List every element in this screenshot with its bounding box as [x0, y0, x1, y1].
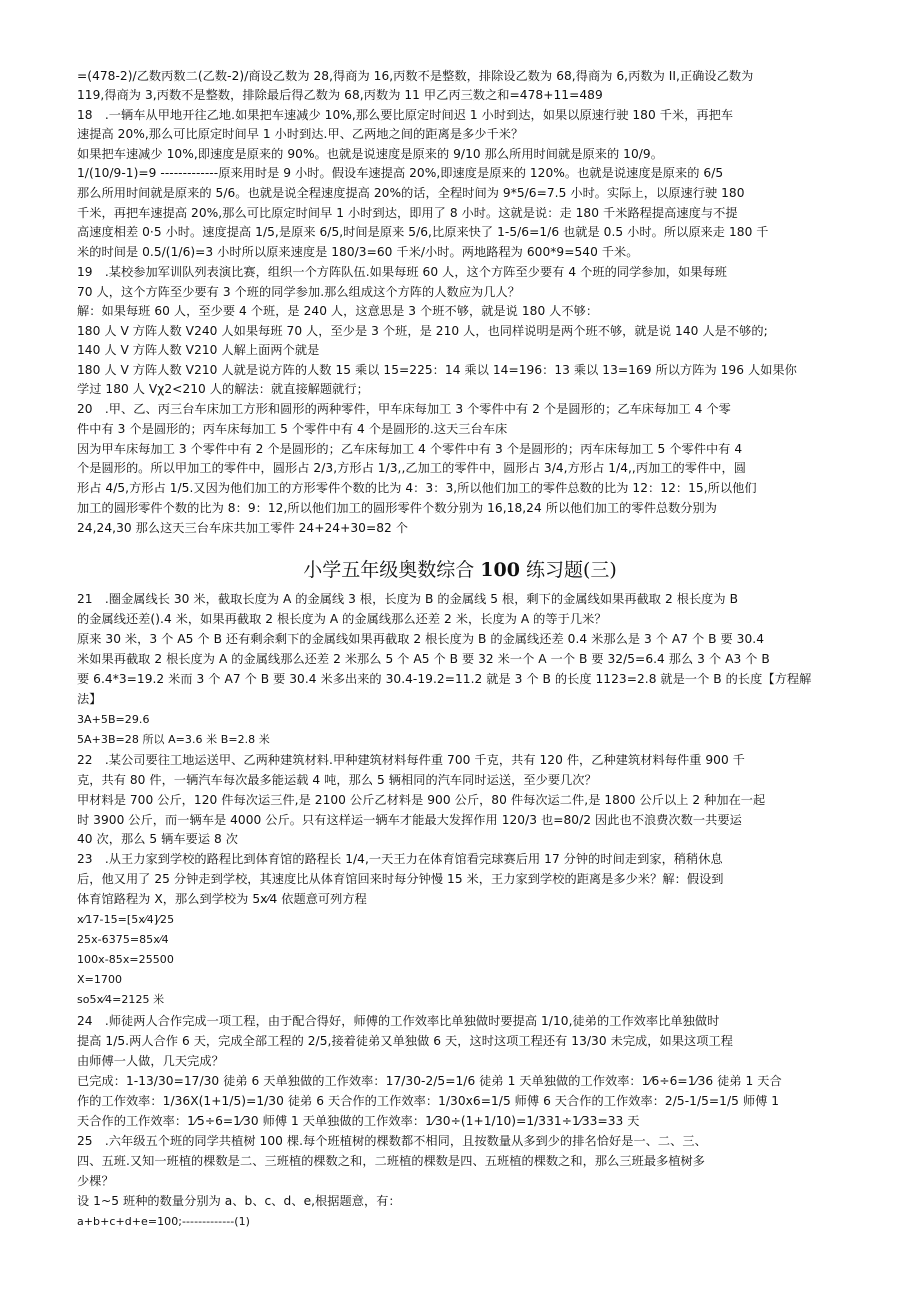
text-line: 设 1~5 班种的数量分别为 a、b、c、d、e,根据题意，有： — [77, 1194, 401, 1208]
text-line: 学过 180 人 Vχ2<210 人的解法：就直接解题就行； — [77, 382, 369, 396]
text-line: 米的时间是 0.5/(1/6)=3 小时所以原来速度是 180/3=60 千米/小时。两地路程为 600*9=540 千米。 — [77, 245, 639, 259]
text-line: 四、五班.又知一班植的棵数是二、三班植的棵数之和，二班植的棵数是四、五班植的棵数之和，那么三班最多植树多 — [77, 1154, 706, 1168]
text-line: 提高 1/5.两人合作 6 天，完成全部工程的 2/5,接着徒弟又单独做 6 天，这时这项工程还有 13/30 未完成，如果这项工程 — [77, 1034, 733, 1048]
text-line: 高速度相差 0·5 小时。速度提高 1/5,是原来 6/5,时间是原来 5/6,比原来快了 1-5/6=1/6 也就是 0.5 小时。所以原来走 180 千 — [77, 225, 769, 239]
text-line: 180 人 V 方阵人数 V240 人如果每班 70 人，至少是 3 个班，是 210 人，也同样说明是两个班不够，就是说 140 人是不够的; — [77, 324, 768, 338]
text-line: 件中有 3 个是圆形的；丙车床每加工 5 个零件中有 4 个是圆形的.这天三台车床 — [77, 422, 508, 436]
text-line: 克，共有 80 件，一辆汽车每次最多能运载 4 吨，那么 5 辆相同的汽车同时运送，至少要几次？ — [77, 773, 597, 787]
text-line: 的金属线还差().4 米，如果再截取 2 根长度为 A 的金属线那么还差 2 米，长度为 A 的等于几米？ — [77, 612, 607, 626]
text-line: 天合作的工作效率：1⁄5÷6=1⁄30 师傅 1 天单独做的工作效率：1⁄30÷(1+1/10)=1/331÷1⁄33=33 天 — [77, 1114, 640, 1128]
text-line: 22 .某公司要往工地运送甲、乙两种建筑材料.甲种建筑材料每件重 700 千克，共有 120 件，乙种建筑材料每件重 900 千 — [77, 753, 745, 767]
text-line: 加工的圆形零件个数的比为 8：9：12,所以他们加工的圆形零件个数分别为 16,18,24 所以他们加工的零件总数分别为 — [77, 501, 718, 515]
section-title — [0, 557, 920, 583]
title-prefix: 小学五年级奥数综合 — [303, 559, 481, 581]
equation-line: 3A+5B=29.6 — [77, 713, 150, 726]
text-line: 体育馆路程为 X，那么到学校为 5x⁄4 依题意可列方程 — [77, 892, 367, 906]
equation-line: so5x⁄4=2125 米 — [77, 993, 165, 1006]
equation-line: 25x-6375=85x⁄4 — [77, 933, 169, 946]
text-line: 个是圆形的。所以甲加工的零件中，圆形占 2/3,方形占 1/3,,乙加工的零件中，圆形占 3/4,方形占 1/4,,丙加工的零件中，圆 — [77, 461, 746, 475]
text-line: 20 .甲、乙、丙三台车床加工方形和圆形的两种零件，甲车床每加工 3 个零件中有 2 个是圆形的；乙车床每加工 4 个零 — [77, 402, 731, 416]
text-line: 如果把车速减少 10%,即速度是原来的 90%。也就是说速度是原来的 9/10 那么所用时间就是原来的 10/9。 — [77, 147, 663, 161]
text-line: 19 .某校参加军训队列表演比赛，组织一个方阵队伍.如果每班 60 人，这个方阵至少要有 4 个班的同学参加，如果每班 — [77, 265, 727, 279]
text-line: 法】 — [77, 692, 102, 706]
text-line: 已完成：1-13/30=17/30 徒弟 6 天单独做的工作效率：17/30-2/5=1/6 徒弟 1 天单独做的工作效率：1⁄6÷6=1⁄36 徒弟 1 天合 — [77, 1074, 782, 1088]
text-line: 40 次，那么 5 辆车要运 8 次 — [77, 832, 238, 846]
text-line: 21 .圈金属线长 30 米，截取长度为 A 的金属线 3 根，长度为 B 的金属线 5 根，剩下的金属线如果再截取 2 根长度为 B — [77, 592, 738, 606]
equation-line: X=1700 — [77, 973, 123, 986]
text-line: 119,得商为 3,丙数不是整数，排除最后得乙数为 68,丙数为 11 甲乙丙三数之和=478+11=489 — [77, 88, 603, 102]
text-line: 70 人，这个方阵至少要有 3 个班的同学参加.那么组成这个方阵的人数应为几人？ — [77, 285, 520, 299]
text-line: 解：如果每班 60 人，至少要 4 个班，是 240 人，这意思是 3 个班不够，就是说 180 人不够： — [77, 304, 599, 318]
text-line: 少棵？ — [77, 1174, 114, 1188]
equation-line: x⁄17-15=[5x⁄4]⁄25 — [77, 913, 175, 926]
text-line: 18 .一辆车从甲地开往乙地.如果把车速减少 10%,那么要比原定时间迟 1 小时到达，如果以原速行驶 180 千米，再把车 — [77, 108, 734, 122]
text-line: 速提高 20%,那么可比原定时间早 1 小时到达.甲、乙两地之间的距离是多少千米？ — [77, 127, 524, 141]
text-line: 180 人 V 方阵人数 V210 人就是说方阵的人数 15 乘以 15=225：14 乘以 14=196：13 乘以 13=169 所以方阵为 196 人如果你 — [77, 363, 797, 377]
text-line: 后，他又用了 25 分钟走到学校，其速度比从体育馆回来时每分钟慢 15 米，王力家到学校的距离是多少米？解：假设到 — [77, 872, 724, 886]
text-line: 米如果再截取 2 根长度为 A 的金属线那么还差 2 米那么 5 个 A5 个 B 要 32 米一个 A 一个 B 要 32/5=6.4 那么 3 个 A3 个 B — [77, 652, 770, 666]
text-line: 23 .从王力家到学校的路程比到体育馆的路程长 1/4,一天王力在体育馆看完球赛后用 17 分钟的时间走到家，稍稍休息 — [77, 852, 723, 866]
text-line: 140 人 V 方阵人数 V210 人解上面两个就是 — [77, 343, 320, 357]
text-line: 那么所用时间就是原来的 5/6。也就是说全程速度提高 20%的话，全程时间为 9*5/6=7.5 小时。实际上，以原速行驶 180 — [77, 186, 745, 200]
title-number: 100 — [480, 559, 520, 581]
text-line: 原来 30 米，3 个 A5 个 B 还有剩余剩下的金属线如果再截取 2 根长度为 B 的金属线还差 0.4 米那么是 3 个 A7 个 B 要 30.4 — [77, 632, 765, 646]
equation-line: 5A+3B=28 所以 A=3.6 米 B=2.8 米 — [77, 733, 270, 746]
text-line: =(478-2)/乙数丙数二(乙数-2)/商设乙数为 28,得商为 16,丙数不是整数，排除设乙数为 68,得商为 6,丙数为 II,正确设乙数为 — [77, 69, 754, 83]
text-line: 甲材料是 700 公斤，120 件每次运三件,是 2100 公斤乙材料是 900 公斤，80 件每次运二件,是 1800 公斤以上 2 种加在一起 — [77, 793, 766, 807]
text-line: 要 6.4*3=19.2 米而 3 个 A7 个 B 要 30.4 米多出来的 30.4-19.2=11.2 就是 3 个 B 的长度 1123=2.8 就是一个 B 的长度【方程解 — [77, 672, 812, 686]
text-line: 形占 4/5,方形占 1/5.又因为他们加工的方形零件个数的比为 4：3：3,所以他们加工的零件总数的比为 12：12：15,所以他们 — [77, 481, 757, 495]
text-line: 作的工作效率：1/36X(1+1/5)=1/30 徒弟 6 天合作的工作效率：1/30x6=1/5 师傅 6 天合作的工作效率：2/5-1/5=1/5 师傅 1 — [77, 1094, 780, 1108]
text-line: 千米，再把车速提高 20%,那么可比原定时间早 1 小时到达，即用了 8 小时。这就是说：走 180 千米路程提高速度与不提 — [77, 206, 738, 220]
title-suffix: 练习题(三) — [519, 559, 617, 581]
text-line: 25 .六年级五个班的同学共植树 100 棵.每个班植树的棵数都不相同，且按数量从多到少的排名恰好是一、二、三、 — [77, 1134, 707, 1148]
text-line: 由师傅一人做，几天完成？ — [77, 1054, 224, 1068]
equation-line: a+b+c+d+e=100;-------------(1) — [77, 1215, 250, 1228]
text-line: 时 3900 公斤，而一辆车是 4000 公斤。只有这样运一辆车才能最大发挥作用 120/3 也=80/2 因此也不浪费次数一共要运 — [77, 813, 742, 827]
text-line: 1/(10/9-1)=9 -------------原来用时是 9 小时。假设车速提高 20%,即速度是原来的 120%。也就是说速度是原来的 6/5 — [77, 166, 724, 180]
text-line: 因为甲车床每加工 3 个零件中有 2 个是圆形的；乙车床每加工 4 个零件中有 3 个是圆形的；丙车床每加工 5 个零件中有 4 — [77, 442, 743, 456]
equation-line: 100x-85x=25500 — [77, 953, 174, 966]
text-line: 24,24,30 那么这天三台车床共加工零件 24+24+30=82 个 — [77, 521, 408, 535]
text-line: 24 .师徒两人合作完成一项工程，由于配合得好，师傅的工作效率比单独做时要提高 1/10,徒弟的工作效率比单独做时 — [77, 1014, 720, 1028]
